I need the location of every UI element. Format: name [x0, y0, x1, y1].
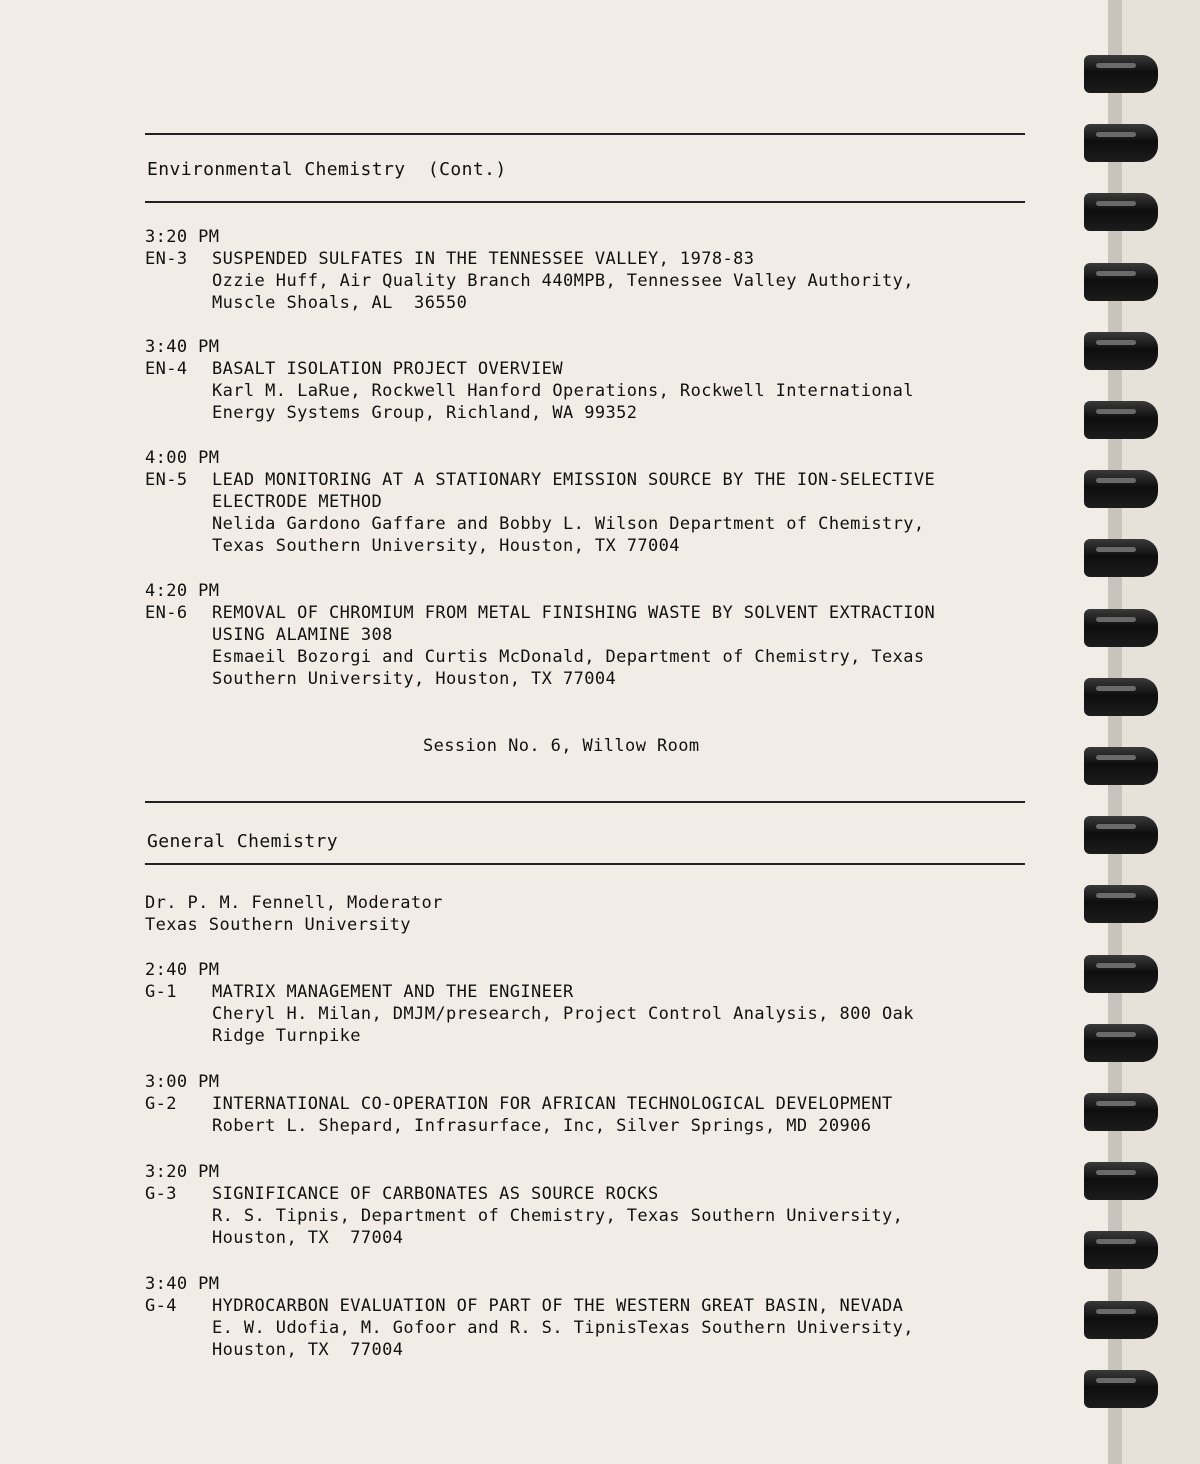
item-title: INTERNATIONAL CO-OPERATION FOR AFRICAN TECHNOLOGICAL DEVELOPMENT: [212, 1094, 893, 1114]
item-title: MATRIX MANAGEMENT AND THE ENGINEER: [212, 982, 574, 1002]
item-title: LEAD MONITORING AT A STATIONARY EMISSION SOURCE BY THE ION-SELECTIVE: [212, 470, 936, 490]
item-code: EN-5: [145, 470, 188, 490]
item-detail: Robert L. Shepard, Infrasurface, Inc, Silver Springs, MD 20906: [212, 1116, 872, 1136]
item-time: 3:00 PM: [145, 1072, 220, 1092]
item-detail: Karl M. LaRue, Rockwell Hanford Operations, Rockwell International: [212, 381, 914, 401]
item-detail: Ridge Turnpike: [212, 1026, 361, 1046]
item-title: BASALT ISOLATION PROJECT OVERVIEW: [212, 359, 563, 379]
item-detail: Energy Systems Group, Richland, WA 99352: [212, 403, 638, 423]
item-detail: Houston, TX 77004: [212, 1228, 404, 1248]
item-time: 3:20 PM: [145, 1162, 220, 1182]
divider: [145, 201, 1025, 203]
item-code: G-3: [145, 1184, 177, 1204]
item-detail: Ozzie Huff, Air Quality Branch 440MPB, Tennessee Valley Authority,: [212, 271, 914, 291]
section-heading: Environmental Chemistry (Cont.): [147, 159, 507, 180]
item-detail: Nelida Gardono Gaffare and Bobby L. Wilson Department of Chemistry,: [212, 514, 925, 534]
item-time: 4:00 PM: [145, 448, 220, 468]
divider: [145, 801, 1025, 803]
item-detail: Houston, TX 77004: [212, 1340, 404, 1360]
item-time: 3:20 PM: [145, 227, 220, 247]
item-code: G-1: [145, 982, 177, 1002]
item-detail: Esmaeil Bozorgi and Curtis McDonald, Department of Chemistry, Texas: [212, 647, 925, 667]
item-title: HYDROCARBON EVALUATION OF PART OF THE WESTERN GREAT BASIN, NEVADA: [212, 1296, 904, 1316]
item-code: G-4: [145, 1296, 177, 1316]
session-label: Session No. 6, Willow Room: [423, 736, 700, 756]
item-title: REMOVAL OF CHROMIUM FROM METAL FINISHING WASTE BY SOLVENT EXTRACTION: [212, 603, 936, 623]
item-time: 4:20 PM: [145, 581, 220, 601]
item-detail: Cheryl H. Milan, DMJM/presearch, Project Control Analysis, 800 Oak: [212, 1004, 914, 1024]
moderator-name: Dr. P. M. Fennell, Moderator: [145, 893, 443, 913]
item-time: 2:40 PM: [145, 960, 220, 980]
item-detail: USING ALAMINE 308: [212, 625, 393, 645]
divider: [145, 133, 1025, 135]
item-code: EN-4: [145, 359, 188, 379]
item-code: EN-6: [145, 603, 188, 623]
item-detail: Southern University, Houston, TX 77004: [212, 669, 617, 689]
section-heading: General Chemistry: [147, 831, 339, 852]
item-code: G-2: [145, 1094, 177, 1114]
item-detail: Texas Southern University, Houston, TX 77004: [212, 536, 680, 556]
item-title: SIGNIFICANCE OF CARBONATES AS SOURCE ROCKS: [212, 1184, 659, 1204]
item-time: 3:40 PM: [145, 1274, 220, 1294]
item-detail: R. S. Tipnis, Department of Chemistry, Texas Southern University,: [212, 1206, 904, 1226]
divider: [145, 863, 1025, 865]
item-time: 3:40 PM: [145, 337, 220, 357]
item-detail: E. W. Udofia, M. Gofoor and R. S. TipnisTexas Southern University,: [212, 1318, 914, 1338]
moderator-affiliation: Texas Southern University: [145, 915, 411, 935]
item-code: EN-3: [145, 249, 188, 269]
item-detail: ELECTRODE METHOD: [212, 492, 383, 512]
item-detail: Muscle Shoals, AL 36550: [212, 293, 468, 313]
item-title: SUSPENDED SULFATES IN THE TENNESSEE VALLEY, 1978-83: [212, 249, 755, 269]
